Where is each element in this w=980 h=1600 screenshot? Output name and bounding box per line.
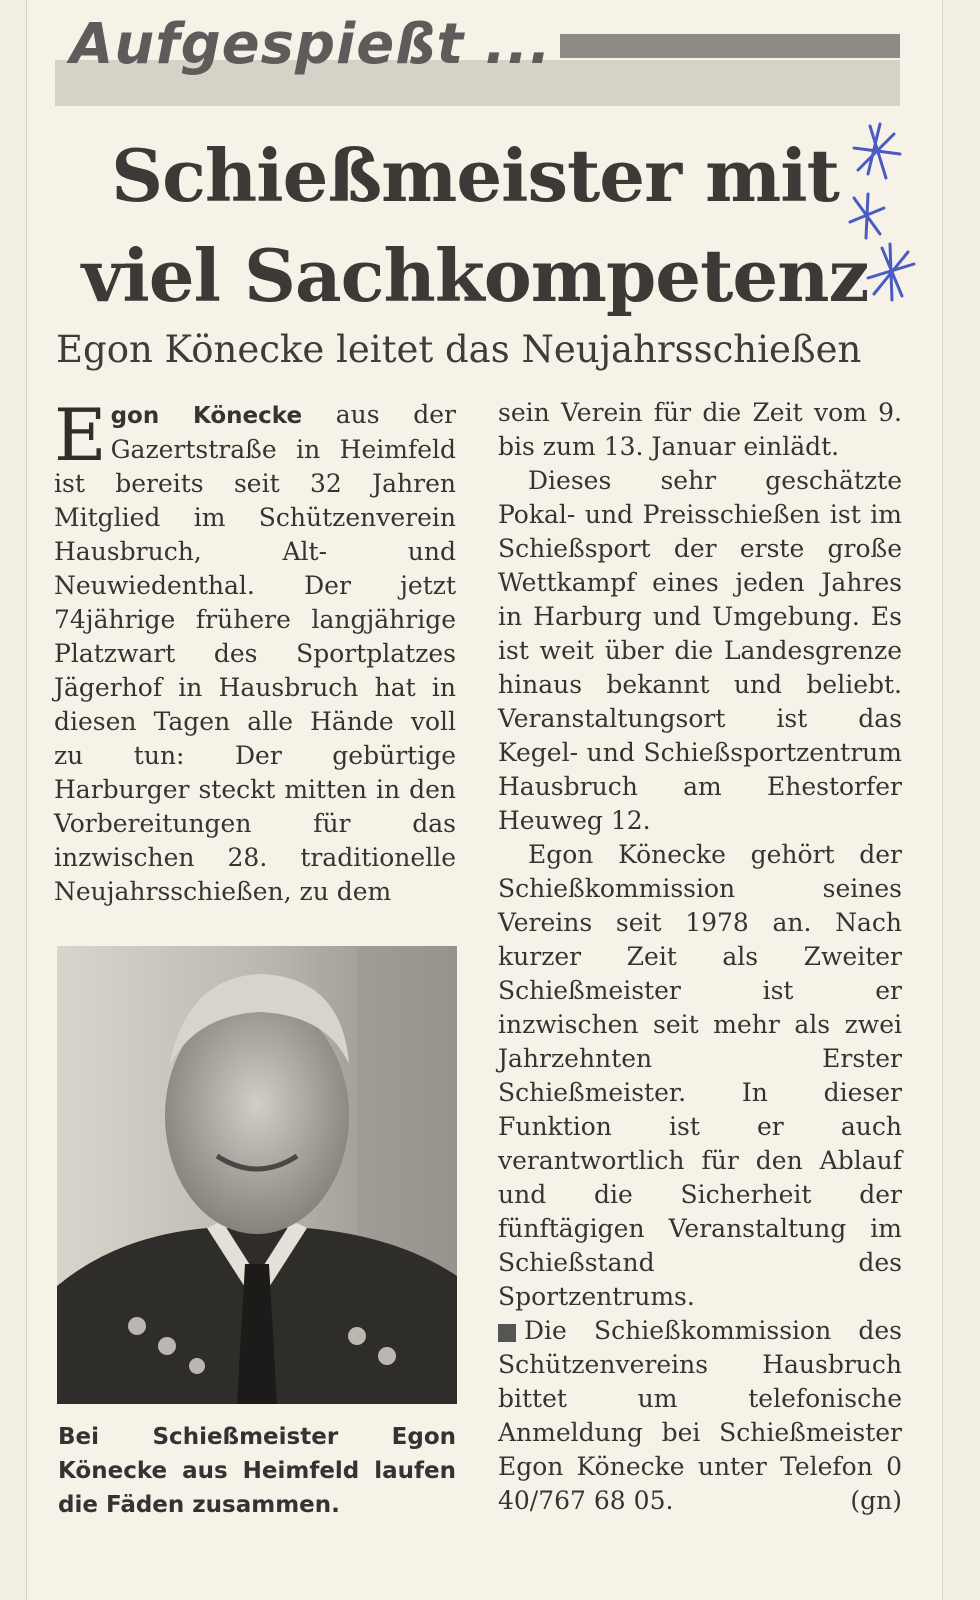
paragraph-continuation: sein Verein für die Zeit vom 9. bis zum 13. Januar einlädt. <box>498 398 902 461</box>
square-bullet-icon <box>498 1324 516 1342</box>
lead-name: gon Könecke <box>110 403 303 429</box>
headline <box>60 126 890 326</box>
kicker: Aufgespießt ... <box>70 12 552 77</box>
paragraph-event: Dieses sehr geschätzte Pokal- und Preisschießen ist im Schießsport der erste große Wettkampf eines jeden Jahres in Harburg und Umgebung. Es ist weit über die Landesgrenze hinaus bekannt und beliebt. Veranstaltungsort ist das Kegel- und Schießsportzentrum Hausbruch am Ehestorfer Heuweg 12. <box>498 466 902 835</box>
paragraph-commission: Egon Könecke gehört der Schießkommission seines Vereins seit 1978 an. Nach kurzer Zeit als Zweiter Schießmeister ist er inzwischen seit mehr als zwei Jahrzehnten Erster Schießmeister. In dieser Funktion ist er auch verantwortlich für den Ablauf und die Sicherheit der fünftägigen Veranstaltung im Schießstand des Sportzentrums. <box>498 840 902 1311</box>
byline: (gn) <box>850 1486 902 1515</box>
headline-line-2: viel Sachkompetenz <box>81 233 869 318</box>
handwritten-asterisks-icon <box>840 118 920 308</box>
portrait-photo <box>57 946 457 1404</box>
paragraph-registration: Die Schießkommission des Schützenvereins Hausbruch bittet um telefonische Anmeldung bei Schießmeister Egon Könecke unter Telefon 0 40/767 68 05. <box>498 1316 902 1515</box>
subheadline: Egon Könecke leitet das Neujahrsschießen <box>56 328 862 371</box>
article-column-right <box>498 396 902 1518</box>
drop-cap: E <box>54 393 107 477</box>
left-column-body: aus der Gazertstraße in Heimfeld ist bereits seit 32 Jahren Mitglied im Schützenverein Hausbruch, Alt- und Neuwiedenthal. Der jetzt 74jährige frühere langjährige Platzwart des Sportplatzes Jägerhof in Hausbruch hat in diesen Tagen alle Hände voll zu tun: Der gebürtige Harburger steckt mitten in den Vorbereitungen für das inzwischen 28. traditionelle Neujahrsschießen, zu dem <box>54 400 456 906</box>
photo-caption: Bei Schießmeister Egon Könecke aus Heimfeld laufen die Fäden zusammen. <box>58 1424 456 1518</box>
kicker-bar-accent <box>560 34 900 58</box>
portrait-photo-icon <box>57 946 457 1404</box>
headline-line-1: Schießmeister mit <box>111 133 839 218</box>
article-column-left <box>54 393 456 909</box>
